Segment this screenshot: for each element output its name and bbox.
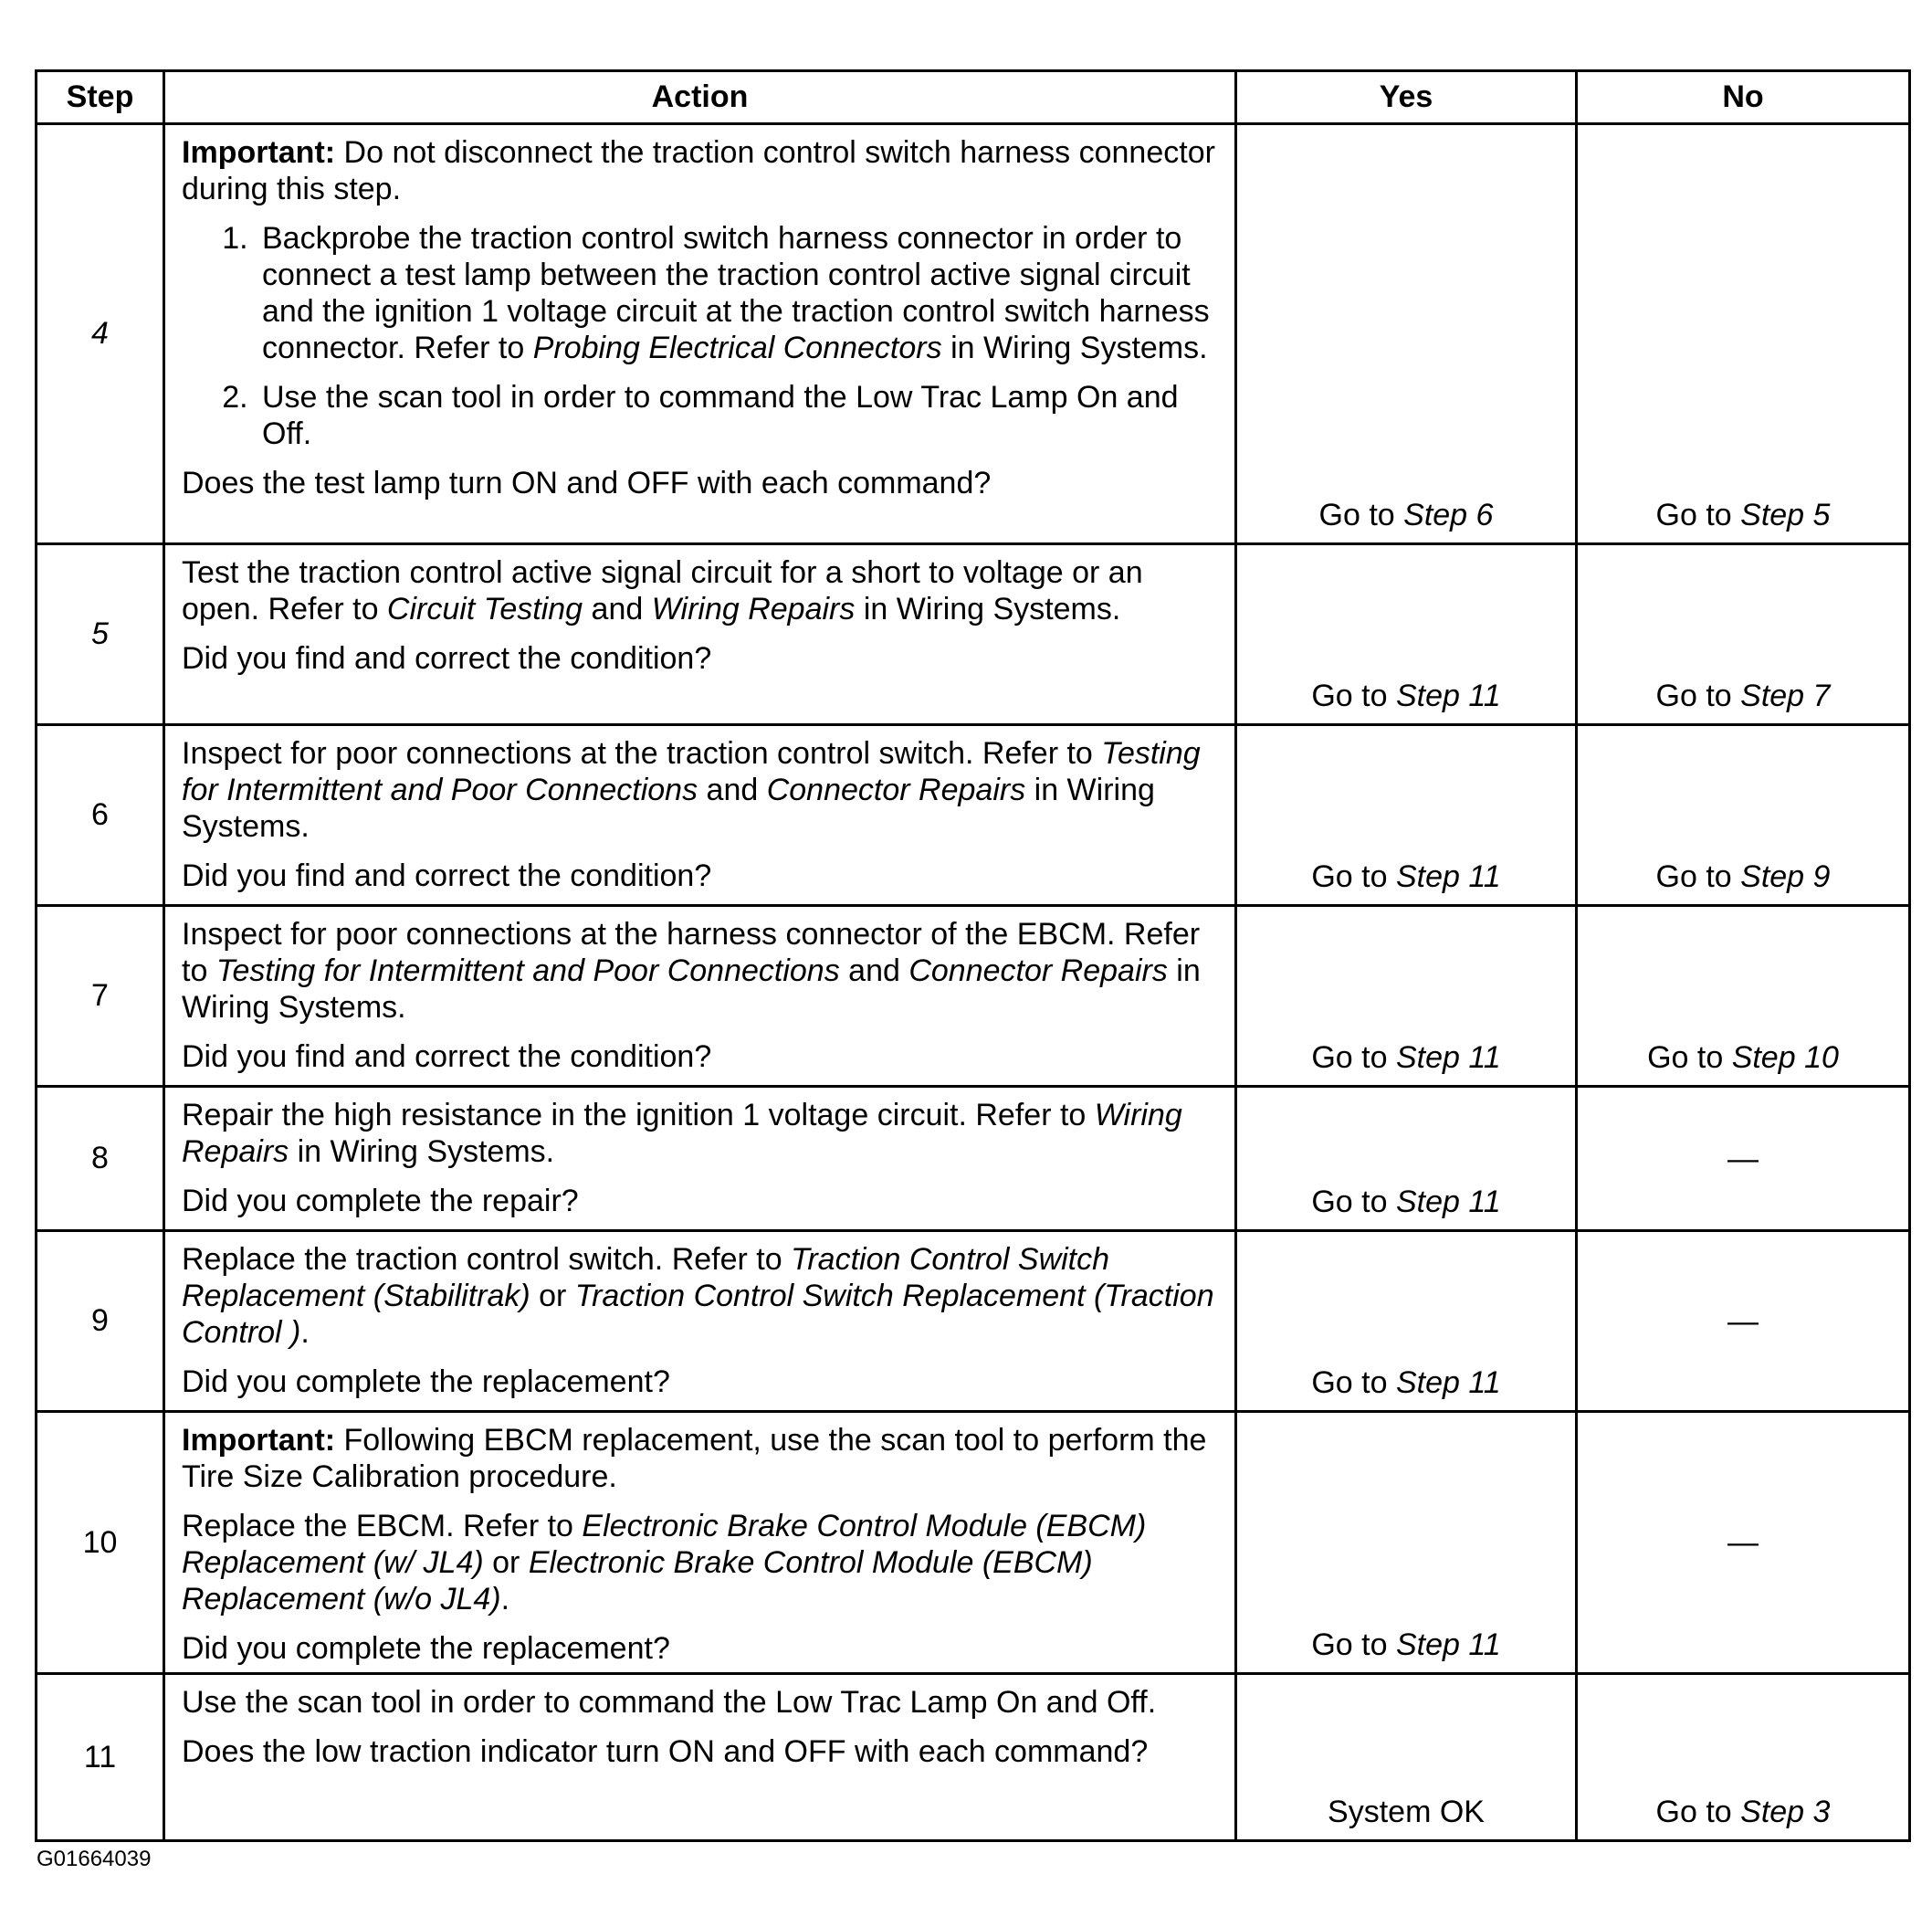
yes-cell: Go to Step 6	[1236, 124, 1577, 544]
header-no: No	[1577, 71, 1910, 124]
yes-cell: Go to Step 11	[1236, 1412, 1577, 1674]
action-cell: Repair the high resistance in the ignition 1 voltage circuit. Refer to Wiring Repairs in Wiring Systems. Did you complete the repair?	[164, 1087, 1236, 1231]
step-number: 4	[37, 124, 164, 544]
yes-cell: Go to Step 11	[1236, 544, 1577, 725]
table-row	[37, 544, 1910, 725]
no-cell: Go to Step 7	[1577, 544, 1910, 725]
action-cell: Test the traction control active signal circuit for a short to voltage or an open. Refer to Circuit Testing and Wiring Repairs in Wiring Systems. Did you find and correct the condition?	[164, 544, 1236, 725]
no-cell: —	[1577, 1231, 1910, 1412]
step-link[interactable]: Step 3	[1740, 1795, 1831, 1829]
table-row	[37, 725, 1910, 906]
step-link[interactable]: Step 11	[1395, 679, 1501, 713]
no-cell: —	[1577, 1412, 1910, 1674]
action-cell	[164, 124, 1236, 544]
list-item: 1. Backprobe the traction control switch harness connector in order to connect a test lamp between the traction control active signal circuit and the ignition 1 voltage circuit at the traction control switch harness connector. Refer to Probing Electrical Connectors in Wiring Systems.	[257, 220, 1218, 366]
no-cell: Go to Step 3	[1577, 1674, 1910, 1841]
step-link[interactable]: Step 11	[1395, 1627, 1501, 1662]
header-action: Action	[164, 71, 1236, 124]
yes-cell: Go to Step 11	[1236, 906, 1577, 1087]
important-note: Important: Following EBCM replacement, use the scan tool to perform the Tire Size Calibration procedure.	[182, 1423, 1207, 1494]
question: Does the test lamp turn ON and OFF with each command?	[182, 466, 992, 500]
step-number: 10	[37, 1412, 164, 1674]
table-row	[37, 124, 1910, 544]
substep-list	[182, 220, 1218, 452]
header-row	[37, 71, 1910, 124]
question: Did you find and correct the condition?	[182, 641, 712, 676]
step-link[interactable]: Step 11	[1395, 1365, 1501, 1400]
step-link[interactable]: Step 6	[1403, 498, 1494, 532]
step-number: 7	[37, 906, 164, 1087]
yes-cell: Go to Step 11	[1236, 1231, 1577, 1412]
step-number: 8	[37, 1087, 164, 1231]
question: Did you find and correct the condition?	[182, 858, 712, 893]
important-label: Important:	[182, 1423, 336, 1458]
important-label: Important:	[182, 135, 336, 170]
question: Does the low traction indicator turn ON and OFF with each command?	[182, 1734, 1149, 1769]
step-number: 9	[37, 1231, 164, 1412]
step-link[interactable]: Step 11	[1395, 859, 1501, 894]
no-cell: Go to Step 9	[1577, 725, 1910, 906]
no-cell: Go to Step 10	[1577, 906, 1910, 1087]
action-cell: Important: Following EBCM replacement, use the scan tool to perform the Tire Size Calibration procedure. Replace the EBCM. Refer to Electronic Brake Control Module (EBCM) Replacement (w/ JL4) or Electronic Brake Control Module (EBCM) Replacement (w/o JL4). Did you complete the replacement?	[164, 1412, 1236, 1674]
figure-id: G01664039	[37, 1847, 152, 1871]
action-cell: Inspect for poor connections at the traction control switch. Refer to Testing for Intermittent and Poor Connections and Connector Repairs in Wiring Systems. Did you find and correct the condition?	[164, 725, 1236, 906]
step-link[interactable]: Step 11	[1395, 1185, 1501, 1219]
yes-cell: Go to Step 11	[1236, 1087, 1577, 1231]
header-yes: Yes	[1236, 71, 1577, 124]
step-number: 5	[37, 544, 164, 725]
table-row	[37, 906, 1910, 1087]
question: Did you complete the repair?	[182, 1184, 579, 1218]
step-link[interactable]: Step 11	[1395, 1040, 1501, 1075]
step-link[interactable]: Step 9	[1740, 859, 1831, 894]
question: Did you complete the replacement?	[182, 1631, 670, 1666]
step-number: 6	[37, 725, 164, 906]
action-cell: Use the scan tool in order to command the Low Trac Lamp On and Off. Does the low traction indicator turn ON and OFF with each command?	[164, 1674, 1236, 1841]
question: Did you complete the replacement?	[182, 1364, 670, 1399]
action-cell: Inspect for poor connections at the harness connector of the EBCM. Refer to Testing for Intermittent and Poor Connections and Connector Repairs in Wiring Systems. Did you find and correct the condition?	[164, 906, 1236, 1087]
list-item: 2. Use the scan tool in order to command the Low Trac Lamp On and Off.	[257, 379, 1218, 452]
no-cell: —	[1577, 1087, 1910, 1231]
question: Did you find and correct the condition?	[182, 1039, 712, 1074]
step-link[interactable]: Step 10	[1731, 1040, 1839, 1075]
step-number: 11	[37, 1674, 164, 1841]
action-cell: Replace the traction control switch. Refer to Traction Control Switch Replacement (Stabilitrak) or Traction Control Switch Replacement (Traction Control ). Did you complete the replacement?	[164, 1231, 1236, 1412]
table-row	[37, 1674, 1910, 1841]
table-row	[37, 1087, 1910, 1231]
table-row	[37, 1412, 1910, 1674]
table-row	[37, 1231, 1910, 1412]
yes-cell: System OK	[1236, 1674, 1577, 1841]
header-step: Step	[37, 71, 164, 124]
important-note: Important: Do not disconnect the traction control switch harness connector during this step.	[182, 135, 1215, 206]
no-cell: Go to Step 5	[1577, 124, 1910, 544]
yes-cell: Go to Step 11	[1236, 725, 1577, 906]
diagnostic-table	[35, 69, 1911, 1842]
step-link[interactable]: Step 7	[1740, 679, 1831, 713]
step-link[interactable]: Step 5	[1740, 498, 1831, 532]
